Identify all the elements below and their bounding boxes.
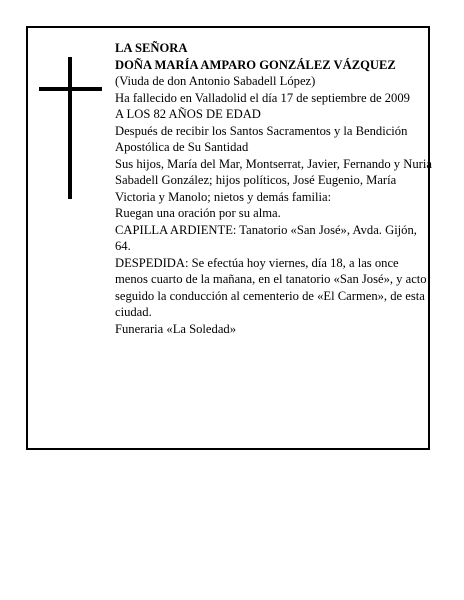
notice-body bbox=[115, 40, 433, 337]
widow-of-line: (Viuda de don Antonio Sabadell López) bbox=[115, 74, 316, 88]
obituary-notice bbox=[26, 26, 430, 450]
family-line: Sus hijos, María del Mar, Montserrat, Javier, Fernando y Nuria Sabadell González; hijos políticos, José Eugenio, María Victoria y Manolo; nietos y demás familia: bbox=[115, 156, 432, 204]
sacraments-line: Después de recibir los Santos Sacramentos y la Bendición Apostólica de Su Santidad bbox=[115, 123, 408, 154]
age-line: A LOS 82 AÑOS DE EDAD bbox=[115, 107, 261, 121]
deceased-name: DOÑA MARÍA AMPARO GONZÁLEZ VÁZQUEZ bbox=[115, 57, 396, 72]
cross-vertical-bar bbox=[68, 57, 72, 199]
chapel-line: CAPILLA ARDIENTE: Tanatorio «San José», Avda. Gijón, 64. bbox=[115, 222, 417, 253]
deceased-title: LA SEÑORA bbox=[115, 41, 188, 55]
prayer-line: Ruegan una oración por su alma. bbox=[115, 206, 281, 220]
cross-horizontal-bar bbox=[39, 87, 102, 91]
death-line: Ha fallecido en Valladolid el día 17 de septiembre de 2009 bbox=[115, 90, 410, 105]
farewell-line: DESPEDIDA: Se efectúa hoy viernes, día 18, a las once menos cuarto de la mañana, en el tanatorio «San José», y acto seguido la conducción al cementerio de «El Carmen», de esta ciudad. bbox=[115, 255, 427, 319]
funeral-home-line: Funeraria «La Soledad» bbox=[115, 321, 236, 336]
